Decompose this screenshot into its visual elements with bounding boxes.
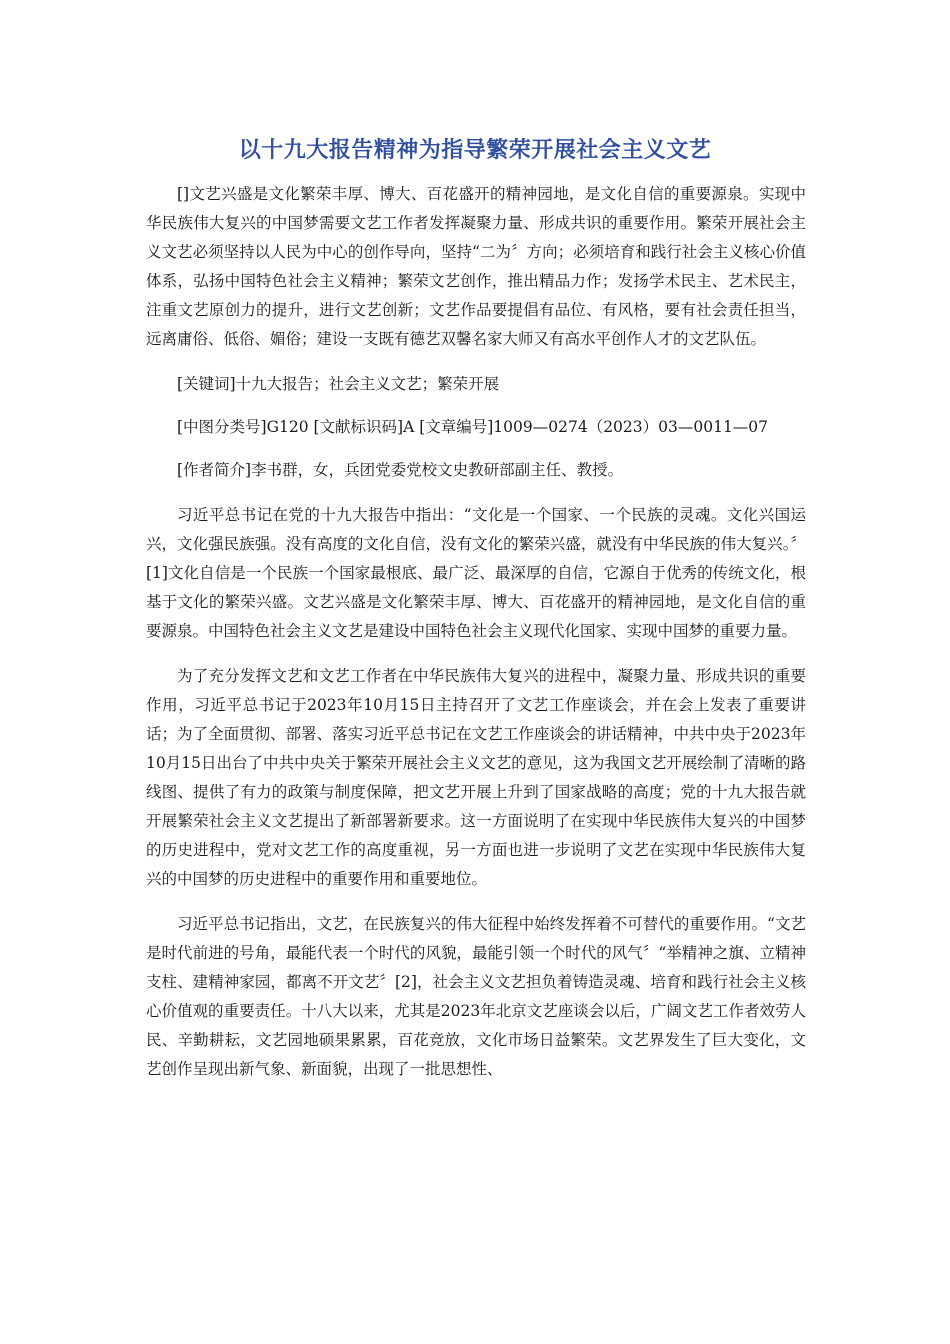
abstract-paragraph: []文艺兴盛是文化繁荣丰厚、博大、百花盛开的精神园地，是文化自信的重要源泉。实现中华民族伟大复兴的中国梦需要文艺工作者发挥凝聚力量、形成共识的重要作用。繁荣开展社会主义文艺必须坚持以人民为中心的创作导向，坚持“二为〞方向；必须培育和践行社会主义核心价值体系，弘扬中国特色社会主义精神；繁荣文艺创作，推出精品力作；发扬学术民主、艺术民主，注重文艺原创力的提升，进行文艺创新；文艺作品要提倡有品位、有风格，要有社会责任担当，远离庸俗、低俗、媚俗；建设一支既有德艺双馨名家大师又有高水平创作人才的文艺队伍。 — [146, 185, 806, 348]
classification-line: [中图分类号]G120 [文献标识码]A [文章编号]1009—0274（2023）03—0011—07 — [177, 418, 769, 436]
body-paragraph: 为了充分发挥文艺和文艺工作者在中华民族伟大复兴的进程中，凝聚力量、形成共识的重要作用，习近平总书记于2023年10月15日主持召开了文艺工作座谈会，并在会上发表了重要讲话；为了全面贯彻、部署、落实习近平总书记在文艺工作座谈会的讲话精神，中共中央于2023年10月15日出台了中共中央关于繁荣开展社会主义文艺的意见，这为我国文艺开展绘制了清晰的路线图、提供了有力的政策与制度保障，把文艺开展上升到了国家战略的高度；党的十九大报告就开展繁荣社会主义文艺提出了新部署新要求。这一方面说明了在实现中华民族伟大复兴的中国梦的历史进程中，党对文艺工作的高度重视，另一方面也进一步说明了文艺在实现中华民族伟大复兴的中国梦的历史进程中的重要作用和重要地位。 — [146, 667, 806, 888]
document-body — [146, 180, 806, 1084]
document-title: 以十九大报告精神为指导繁荣开展社会主义文艺 — [238, 138, 712, 163]
body-paragraph: 习近平总书记在党的十九大报告中指出：“文化是一个国家、一个民族的灵魂。文化兴国运兴，文化强民族强。没有高度的文化自信，没有文化的繁荣兴盛，就没有中华民族的伟大复兴。〞[1]文化自信是一个民族一个国家最根底、最广泛、最深厚的自信，它源自于优秀的传统文化，根基于文化的繁荣兴盛。文艺兴盛是文化繁荣丰厚、博大、百花盛开的精神园地，是文化自信的重要源泉。中国特色社会主义文艺是建设中国特色社会主义现代化国家、实现中国梦的重要力量。 — [146, 506, 806, 640]
keywords-line: [关键词]十九大报告；社会主义文艺；繁荣开展 — [177, 375, 500, 393]
author-line: [作者简介]李书群，女，兵团党委党校文史教研部副主任、教授。 — [177, 461, 624, 479]
body-paragraph: 习近平总书记指出，文艺，在民族复兴的伟大征程中始终发挥着不可替代的重要作用。“文艺是时代前进的号角，最能代表一个时代的风貌，最能引领一个时代的风气〞“举精神之旗、立精神支柱、建精神家园，都离不开文艺〞[2]，社会主义文艺担负着铸造灵魂、培育和践行社会主义核心价值观的重要责任。十八大以来，尤其是2023年北京文艺座谈会以后，广阔文艺工作者效劳人民、辛勤耕耘，文艺园地硕果累累，百花竞放，文化市场日益繁荣。文艺界发生了巨大变化，文艺创作呈现出新气象、新面貌，出现了一批思想性、 — [146, 915, 806, 1078]
